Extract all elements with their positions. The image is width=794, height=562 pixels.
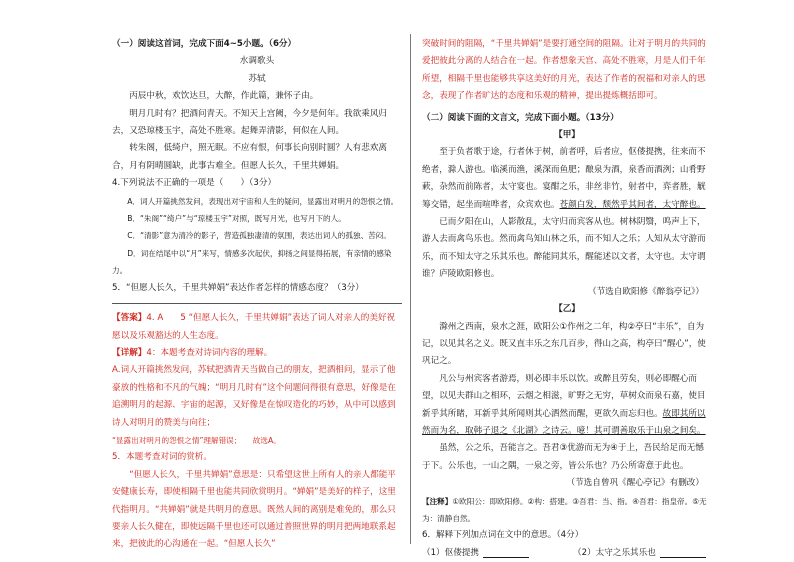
- question-6-item-2-text: （2）太守之乐其乐也: [573, 547, 656, 558]
- text-yi-para-2b-underlined: 故即其所以然而为名，取韩子退之《北湖》之诗云。噫！其可谓善取乐于山泉之间矣。: [422, 408, 706, 436]
- text-jia-para-1b-underlined: 苍颜白发，颓然乎其间者，太守醉也。: [559, 199, 706, 210]
- text-yi-label: 【乙】: [554, 304, 580, 315]
- poem-title: 水调歌头: [239, 56, 275, 67]
- poem-stanza-1: 明月几时有？把酒问青天。不知天上宫阙，今夕是何年。我欲乘风归去，又恐琼楼玉宇，高处不胜寒。起舞弄清影，何似在人间。: [112, 108, 388, 137]
- question-6-items: [422, 545, 712, 562]
- option-c: C．“清影”意为清冷的影子，营造孤独凄清的氛围，表达出词人的孤独、苦闷。: [127, 231, 391, 241]
- left-column: [112, 36, 402, 554]
- detail-head: 4：本题考查对诗词内容的理解。: [146, 347, 273, 358]
- detail-5-continued: 突破时间的阻隔，“千里共婵娟”是要打通空间的阻隔。让对于明月的共同的爱把彼此分离的人结合在一起。作者想象天宫、高处不胜寒，月是人们千年所望，相隔千里也能够共享这美好的月光，表达了作者的祝福和对亲人的思念，表现了作者旷达的态度和乐观的精神，提出提炼概括即可。: [422, 39, 706, 102]
- question-6-item-1: [422, 545, 529, 562]
- text-yi-para-2a: 凡公与州宾客者游焉，则必即丰乐以饮。或醉且劳矣，则必即醒心而望，以见夫群山之相环，云烟之相滋，旷野之无穷，草树众而泉石嘉，使目新乎其所睹，耳新乎其所闻则其心洒然而醒，更欲久而忘归也。: [422, 373, 706, 419]
- text-jia-para-2: 已而夕阳在山，人影散乱，太守归而宾客从也。树林阴翳，鸣声上下，游人去而禽鸟乐也。然而禽鸟知山林之乐，而不知人之乐；人知从太守游而乐，而不知太守之乐其乐也。醉能同其乐，醒能述以文者，太守也。太守谓谁？庐陵欧阳修也。: [422, 217, 706, 280]
- right-column: [422, 36, 712, 562]
- section-title: （一）阅读这首词，完成下面4~5小题。（6分）: [112, 39, 297, 49]
- poem-author: 苏轼: [248, 73, 266, 84]
- section-2-title: （二）阅读下面的文言文，完成下面小题。（13分）: [422, 112, 619, 123]
- poem-stanza-2: 转朱阁，低绮户，照无眠。不应有恨，何事长向别时圆？人有悲欢离合，月有阴晴圆缺，此事古难全。但愿人长久，千里共婵娟。: [112, 143, 388, 171]
- question-6-item-1-text: （1）伛偻提携: [422, 547, 480, 558]
- notes: [422, 493, 712, 528]
- answer-blank-2[interactable]: [660, 547, 706, 558]
- column-divider: [410, 34, 411, 544]
- question-6: 6．解释下列加点词在文中的意思。（4分）: [422, 530, 584, 541]
- notes-label: 【注释】: [422, 496, 453, 506]
- text-yi-para-3: 虽然，公之乐，吾能言之。吾君③优游而无为④于上，吾民给足而无憾于下。公乐也，一山之隅，一泉之旁，皆公乐也？乃公所寄意于此也。: [422, 443, 704, 471]
- text-jia-para-1: [422, 144, 712, 214]
- option-a: A．词人开篇挑然发问，表现出对宇宙和人生的疑问，显露出对明月的怨恨之情。: [127, 196, 399, 206]
- detail-a-conclusion: “显露出对明月的怨恨之情”理解错误； 故选A。: [112, 435, 281, 445]
- text-yi-para-1: 滁州之西南，泉水之涯，欧阳公①作州之二年，构②亭曰“丰乐”，自为记，以见其名之义。既又直丰乐之东几百步，得山之高，构亭曰“醒心”，使巩记之。: [422, 321, 706, 367]
- question-4: 4.下列说法不正确的一项是（ ）（3分）: [112, 178, 277, 189]
- answer-label: 【答案】: [112, 313, 147, 324]
- text-jia-para-1a: 至于负者歌于途，行者休于树，前者呼，后者应，伛偻提携，往来而不绝者，滁人游也。临溪而渔，溪深而鱼肥；酿泉为酒，泉香而酒洌；山肴野蔌，杂然而前陈者，太守宴也。宴酣之乐，非丝非竹，射者中，弈者胜，觥筹交错，起坐而喧哗者，众宾欢也。: [422, 147, 706, 210]
- detail-label: 【详解】: [112, 347, 147, 358]
- answer-blank-1[interactable]: [483, 547, 529, 558]
- text-yi-para-2: [422, 371, 712, 441]
- detail-5-head: 5．本题考查对词的赏析。: [112, 452, 212, 463]
- poem-preface: 丙辰中秋，欢饮达旦，大醉，作此篇，兼怀子由。: [129, 91, 319, 102]
- text-jia-label: 【甲】: [554, 130, 580, 141]
- section-divider: [112, 303, 402, 304]
- detail-block: [112, 345, 402, 362]
- option-b: B．“朱阁”“绮户”与“琼楼玉宇”对照，既写月光，也写月下的人。: [127, 214, 346, 224]
- option-d: D．词在结尾中以“月”来写，情感多次起伏，抑扬之间显得拓展，有亲情的感染力。: [112, 248, 392, 276]
- question-5: 5．“但愿人长久，千里共婵娟”表达作者怎样的情感态度？（3分）: [112, 282, 364, 293]
- text-yi-source: （节选自曾巩《醒心亭记》有删改）: [566, 478, 704, 489]
- detail-a: A.词人开篇挑然发问，苏轼把酒青天当做自己的朋友，把酒相问，显示了他豪放的性格和不凡的气魄；“明月几时有”这个问题问得很有意思，好像是在追溯明月的起源、宇宙的起源，又好像是在惊叹造化的巧妙，从中可以感到诗人对明月的赞美与向往；: [112, 365, 396, 428]
- notes-text: ①欧阳公：即欧阳修。②构：搭建。③吾君：当、指。④吾君：指皇帝。⑤无为：清静自然。: [422, 496, 707, 523]
- question-6-item-2: [573, 545, 706, 562]
- detail-5: “但愿人长久，千里共婵娟”意思是：只希望这世上所有人的亲人都能平安健康长寿，即使相隔千里也能共同欣赏明月。“婵娟”是美好的样子，这里代指明月。“共婵娟”就是共明月的意思。既然人间的离别是难免的，那么只要亲人长久健在，即使远隔千里也还可以通过普照世界的明月把两地联系起来，把彼此的心沟通在一起。“但愿人长久”: [112, 469, 396, 550]
- answer-block: [112, 310, 402, 345]
- text-jia-source: （节选自欧阳修《醉翁亭记》）: [587, 286, 704, 297]
- answer-text: 4. A 5 “但愿人长久，千里共婵娟”表达了词人对亲人的美好祝愿以及乐观豁达的人生态度。: [112, 313, 396, 341]
